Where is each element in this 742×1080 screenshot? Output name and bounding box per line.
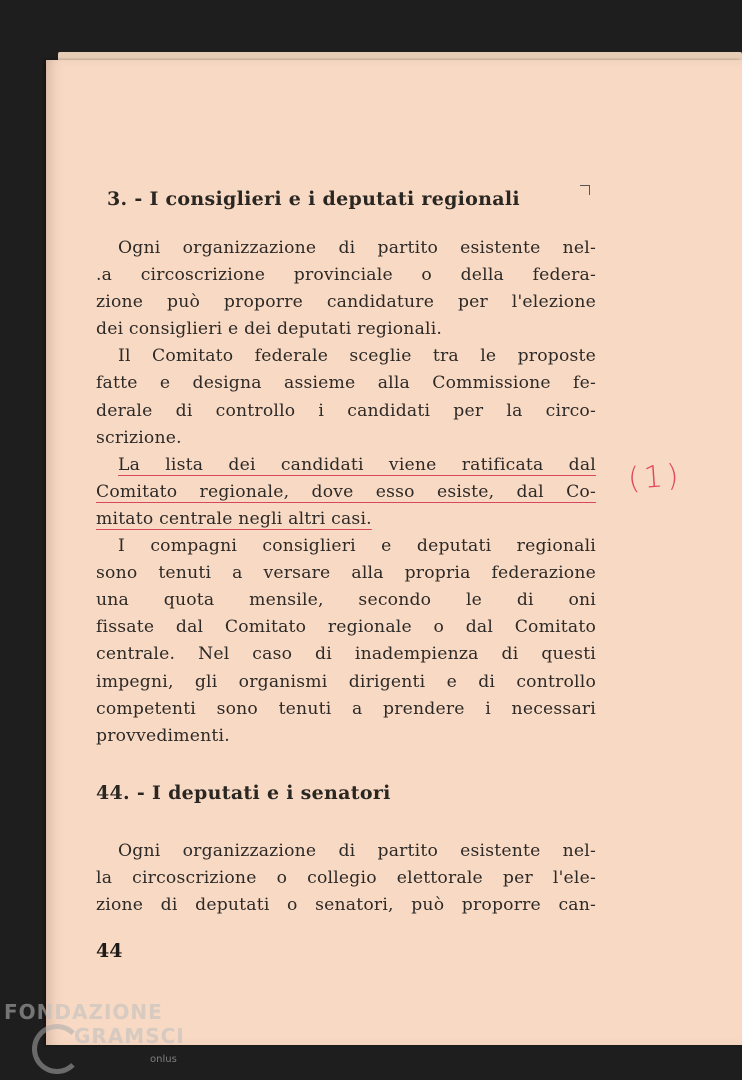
- text-line: centrale. Nel caso di inadempienza di questi: [96, 644, 596, 665]
- section-heading-deputies: 44. - I deputati e i senatori: [96, 782, 391, 804]
- text-line: zione può proporre candidature per l'elezione: [96, 292, 596, 313]
- text-line: provvedimenti.: [96, 725, 230, 746]
- text-line: impegni, gli organismi dirigenti e di controllo: [96, 671, 596, 692]
- section-heading-regional: 3. - I consiglieri e i deputati regionali: [107, 188, 520, 210]
- watermark-line1: FONDAZIONE: [4, 1000, 163, 1024]
- section-body-regional: [96, 235, 596, 750]
- text-line: una quota mensile, secondo le di oni: [96, 590, 596, 611]
- text-line: la circoscrizione o collegio elettorale per l'ele-: [96, 868, 596, 889]
- handwritten-margin-note: (1): [626, 458, 684, 497]
- underlined-line: Comitato regionale, dove esso esiste, dal Co-: [96, 481, 596, 502]
- watermark-sub: onlus: [150, 1054, 177, 1065]
- section-body-deputies: [96, 838, 596, 919]
- text-line: fissate dal Comitato regionale o dal Comitato: [96, 617, 596, 638]
- text-line: .a circoscrizione provinciale o della federa-: [96, 265, 596, 286]
- archive-watermark: [4, 1000, 185, 1065]
- text-line: dei consiglieri e dei deputati regionali.: [96, 319, 443, 340]
- page-number: 44: [96, 940, 123, 962]
- text-line: derale di controllo i candidati per la circo-: [96, 400, 596, 421]
- text-line: competenti sono tenuti a prendere i necessari: [96, 698, 596, 719]
- watermark-line2: GRAMSCI: [74, 1024, 185, 1048]
- text-line: zione di deputati o senatori, può proporre can-: [96, 895, 596, 916]
- text-line: scrizione.: [96, 427, 182, 448]
- text-line: fatte e designa assieme alla Commissione fe-: [96, 373, 596, 394]
- text-line: I compagni consiglieri e deputati regionali: [118, 536, 596, 557]
- watermark-logo-icon: [32, 1024, 82, 1074]
- underlined-line: mitato centrale negli altri casi.: [96, 508, 372, 529]
- text-line: Il Comitato federale sceglie tra le proposte: [118, 346, 596, 367]
- text-line: sono tenuti a versare alla propria federazione: [96, 563, 596, 584]
- text-line: Ogni organizzazione di partito esistente nel-: [118, 841, 596, 861]
- corner-mark: [580, 185, 590, 195]
- underlined-line: La lista dei candidati viene ratificata dal: [118, 454, 596, 475]
- text-line: Ogni organizzazione di partito esistente nel-: [118, 238, 596, 258]
